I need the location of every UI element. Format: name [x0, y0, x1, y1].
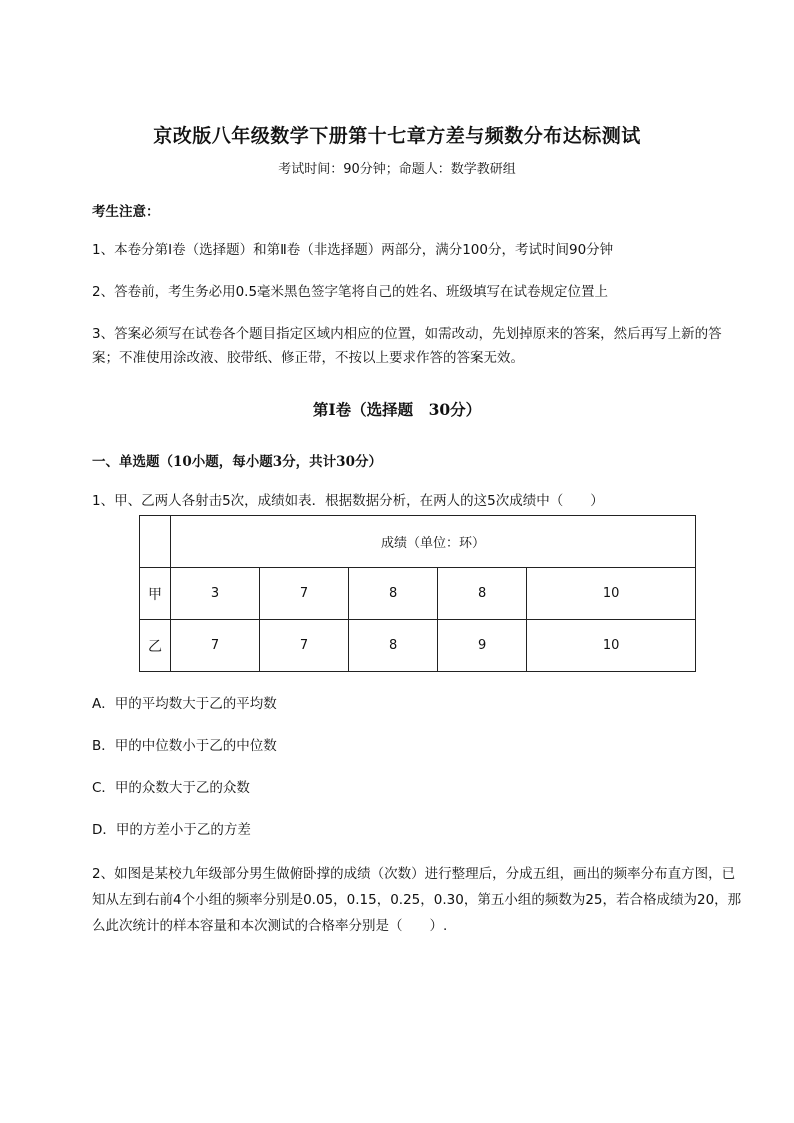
- notice-item-2: 2、答卷前，考生务必用0.5毫米黑色签字笔将自己的姓名、班级填写在试卷规定位置上: [92, 284, 609, 300]
- table-cell: 7: [260, 568, 349, 620]
- question-1-stem: 1、甲、乙两人各射击5次，成绩如表．根据数据分析，在两人的这5次成绩中（ ）: [92, 493, 604, 509]
- table-cell: 8: [349, 568, 438, 620]
- option-c: C．甲的众数大于乙的众数: [92, 780, 250, 796]
- exam-subtitle: 考试时间：90分钟；命题人：数学教研组: [278, 162, 516, 177]
- table-header-row: [140, 516, 696, 568]
- table-row: [140, 568, 696, 620]
- table-row: [140, 620, 696, 672]
- option-b: B．甲的中位数小于乙的中位数: [92, 738, 277, 754]
- question-2-stem: 2、如图是某校九年级部分男生做俯卧撑的成绩（次数）进行整理后，分成五组，画出的频率分布直方图，已知从左到右前4个小组的频率分别是0.05，0.15，0.25，0.30，第五小组的频数为25，若合格成绩为20，那么此次统计的样本容量和本次测试的合格率分别是（ ）.: [92, 866, 742, 934]
- table-cell: 8: [438, 568, 527, 620]
- part-title: 一、单选题（10小题，每小题3分，共计30分）: [92, 454, 382, 470]
- table-cell: 10: [527, 568, 696, 620]
- table-cell: 10: [527, 620, 696, 672]
- option-a: A．甲的平均数大于乙的平均数: [92, 696, 277, 712]
- row-name-cell: 甲: [140, 568, 171, 620]
- table-cell: 7: [260, 620, 349, 672]
- notice-item-3: 3、答案必须写在试卷各个题目指定区域内相应的位置，如需改动，先划掉原来的答案，然后再写上新的答案；不准使用涂改液、胶带纸、修正带，不按以上要求作答的答案无效。: [92, 326, 722, 366]
- option-d: D．甲的方差小于乙的方差: [92, 822, 251, 838]
- section-title: 第I卷（选择题 30分）: [312, 400, 482, 419]
- table-cell: 3: [171, 568, 260, 620]
- notice-heading: 考生注意：: [92, 204, 160, 220]
- score-table: [139, 515, 696, 672]
- table-corner-cell: [140, 516, 171, 568]
- table-cell: 7: [171, 620, 260, 672]
- row-name-cell: 乙: [140, 620, 171, 672]
- table-header-cell: 成绩（单位：环）: [171, 516, 696, 568]
- table-cell: 8: [349, 620, 438, 672]
- table-cell: 9: [438, 620, 527, 672]
- exam-title: 京改版八年级数学下册第十七章方差与频数分布达标测试: [153, 125, 641, 147]
- notice-item-1: 1、本卷分第I卷（选择题）和第Ⅱ卷（非选择题）两部分，满分100分，考试时间90分钟: [92, 242, 614, 258]
